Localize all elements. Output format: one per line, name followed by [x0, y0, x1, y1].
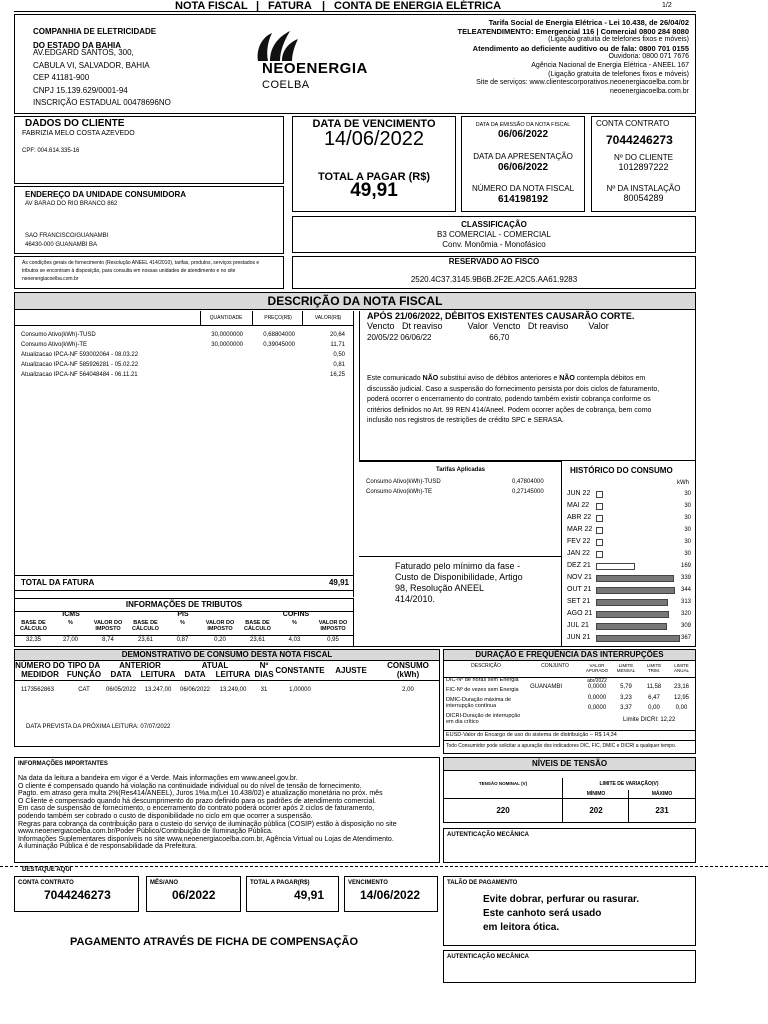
historico-month-label: ABR 22 — [567, 514, 592, 521]
stub-vencimento-label: VENCIMENTO — [348, 880, 388, 886]
col-div-2 — [252, 311, 253, 325]
info-line: www.neoenergiacoelba.com.br/Poder Público/Contribuição de Iluminação Pública. — [18, 828, 273, 836]
company-addr-3: CEP 41181-900 — [33, 73, 90, 82]
classif-line-1: B3 COMERCIAL - COMERCIAL — [437, 230, 551, 239]
item-desc: Atualizacao IPCA-NF 564048484 - 06.11.21 — [21, 372, 138, 378]
tarifas-title: Tarifas Aplicadas — [435, 467, 486, 473]
tensao-nominal-label: TENSÃO NOMINAL (V) — [478, 781, 528, 786]
total-fatura-label: TOTAL DA FATURA — [21, 578, 95, 587]
tributo-value: 23,61 — [137, 637, 153, 643]
address-street: AV BARAO DO RIO BRANCO 862 — [25, 201, 118, 207]
pis-label: PIS — [177, 611, 189, 618]
col-data-2: DATA — [184, 670, 206, 679]
contact-teleatendimento: TELEATENDIMENTO: Emergencial 116 | Comercial 0800 284 8080 — [457, 26, 689, 36]
info-line: Regras para cobrança da contribuição para o custeio do serviço de iluminação pública (COSIP) estão à disposição no site — [18, 820, 397, 828]
destaque-aqui: DESTAQUE AQUI — [22, 867, 72, 873]
historico-month-label: DEZ 21 — [567, 562, 591, 569]
total-line-bottom — [15, 590, 354, 591]
nf-number: 614198192 — [497, 194, 549, 205]
int-h-trim: LIMITE TRIM. — [646, 663, 662, 673]
talao-warning-3: em leitora ótica. — [483, 922, 560, 933]
interrup-title: DURAÇÃO E FREQUÊNCIA DAS INTERRUPÇÕES — [444, 650, 695, 660]
tarifa-value-1: 0,47804000 — [512, 479, 544, 485]
int-eusd: EUSD-Valor do Encargo de uso do sistema de distribuição – R$ 14,34 — [446, 732, 617, 738]
item-qty: 30,0000000 — [211, 332, 243, 338]
item-desc: Consumo Ativo(kWh)-TE — [21, 342, 88, 348]
info-line: O cliente é compensado quando há violação na continuidade individual ou do nível de tensão de fornecimento. — [18, 782, 362, 790]
historico-month-label: NOV 21 — [567, 574, 592, 581]
item-row — [21, 330, 349, 340]
pagamento-ficha: PAGAMENTO ATRAVÉS DE FICHA DE COMPENSAÇÃO — [70, 936, 359, 948]
company-addr-2: CABULA VI, SALVADOR, BAHIA — [33, 60, 150, 70]
stub-contract-label: CONTA CONTRATO — [18, 880, 74, 886]
faturado-text: Faturado pelo mínimo da fase - Custo de Disponibilidade, Artigo 98, Resolução ANEEL 414/2010. — [395, 561, 523, 604]
tensao-min: 202 — [589, 806, 603, 815]
int-fic-mensal: 3,23 — [620, 695, 632, 701]
col-medidor: NÚMERO DO MEDIDOR — [15, 661, 65, 679]
item-row — [21, 370, 349, 380]
historico-value: 320 — [680, 611, 691, 617]
int-h-conj: CONJUNTO — [541, 663, 569, 669]
col-quantidade: QUANTIDADE — [209, 315, 243, 321]
brand-logo: NEOENERGIA — [262, 60, 368, 77]
item-desc: Atualizacao IPCA-NF 593002064 - 08.03.22 — [21, 352, 139, 358]
tributo-header: % — [68, 620, 73, 626]
data-anterior-value: 06/05/2022 — [105, 687, 137, 693]
info-line: O Cliente é compensado quando há descumprimento do prazo definido para os padrões de atendimento comercial. — [18, 797, 376, 805]
tributo-header: % — [180, 620, 185, 626]
stub-contract: 7044246273 — [44, 888, 111, 902]
historico-bar — [596, 527, 603, 534]
leitura-anterior-value: 13.247,00 — [144, 687, 172, 693]
leitura-atual-value: 13.249,00 — [219, 687, 247, 693]
info-line: podendo também ser cobrado o custo de disponibilidade no ciclo em que ocorrer a suspensão. — [18, 812, 313, 820]
total-value: 49,91 — [350, 180, 398, 201]
col-leitura-1: LEITURA — [140, 670, 176, 679]
constante-value: 1,00000 — [289, 687, 311, 693]
historico-value: 30 — [684, 527, 691, 533]
notice-p1: Este comunicado — [367, 375, 421, 382]
historico-month-label: JAN 22 — [567, 550, 590, 557]
consumo-title: DEMONSTRATIVO DE CONSUMO DESTA NOTA FISCAL — [15, 650, 439, 660]
tributo-header: % — [292, 620, 297, 626]
tarifa-value-2: 0,27145000 — [512, 489, 544, 495]
talao-warning — [483, 893, 639, 935]
historico-month-label: OUT 21 — [567, 586, 592, 593]
tarifa-desc-2: Consumo Ativo(kWh)-TE — [366, 489, 433, 495]
tributo-value: 0,87 — [176, 637, 189, 643]
int-row-dmic: DMIC-Duração máxima de interrupção contínua — [446, 697, 512, 709]
col-data-1: DATA — [110, 670, 132, 679]
item-row — [21, 340, 349, 350]
item-value: 0,81 — [333, 362, 345, 368]
historico-month-label: JUN 21 — [567, 634, 591, 641]
tributo-header: BASE DE CÁLCULO — [20, 620, 47, 632]
historico-bar — [596, 515, 603, 522]
tributo-header: VALOR DO IMPOSTO — [318, 620, 348, 632]
historico-value: 169 — [680, 563, 691, 569]
fisco-label: RESERVADO AO FISCO — [448, 257, 540, 266]
col-consumo-kwh: CONSUMO (kWh) — [387, 661, 429, 679]
company-addr-1: AV.EDGARD SANTOS, 300, — [33, 48, 134, 57]
address-title: ENDEREÇO DA UNIDADE CONSUMIDORA — [25, 190, 187, 199]
historico-bar — [596, 539, 603, 546]
int-h-anual: LIMITE ANUAL — [673, 663, 689, 673]
int-row-dic: DIC-Nº de horas sem Energia — [446, 677, 519, 683]
items-list — [21, 330, 349, 380]
tributo-value: 27,00 — [62, 637, 78, 643]
tributos-title: INFORMAÇÕES DE TRIBUTOS — [125, 600, 243, 609]
historico-value: 30 — [684, 503, 691, 509]
client-number: 1012897222 — [618, 162, 669, 172]
notice-nao-2: NÃO — [559, 375, 575, 382]
item-price: 0,68804000 — [263, 332, 295, 338]
cut-line — [0, 866, 768, 867]
historico-bar — [596, 611, 669, 618]
contact-ouvidoria: Ouvidoria: 0800 071 7676 — [608, 53, 689, 61]
historico-month-label: AGO 21 — [567, 610, 593, 617]
col-atual: ATUAL — [201, 661, 229, 670]
historico-value: 30 — [684, 539, 691, 545]
tensao-max-label: MÁXIMO — [651, 791, 673, 797]
notice-title: APÓS 21/06/2022, DÉBITOS EXISTENTES CAUSARÃO CORTE. — [367, 311, 635, 321]
tributo-header: BASE DE CÁLCULO — [132, 620, 159, 632]
title-sep: | — [256, 0, 260, 12]
brand-sub: COELBA — [262, 79, 310, 91]
item-price: 0,39045000 — [263, 342, 295, 348]
tensao-line-2 — [444, 798, 695, 799]
fisco-code: 2520.4C37.3145.9B6B.2F2E.A2C5.AA61.9283 — [410, 275, 578, 284]
talao-label: TALÃO DE PAGAMENTO — [447, 880, 518, 886]
presentation-date: 06/06/2022 — [497, 162, 549, 173]
historico-value: 313 — [680, 599, 691, 605]
tributo-value: 0,20 — [214, 637, 226, 643]
company-line-2: DO ESTADO DA BAHIA — [33, 41, 121, 50]
emission-date: 06/06/2022 — [497, 129, 549, 140]
int-dic-anual: 23,16 — [673, 684, 689, 690]
notice-p2: substitui aviso de débitos anteriores e — [440, 375, 558, 382]
historico-value: 339 — [680, 575, 691, 581]
total-label: TOTAL A PAGAR (R$) — [317, 171, 431, 183]
talao-warning-2: Este canhoto será usado — [483, 908, 602, 919]
tensao-line-1 — [444, 770, 695, 771]
int-h-mensal: LIMITE MENSAL — [616, 663, 636, 673]
int-dicri: DICRI-Duração de interrupção em dia crítico — [446, 713, 521, 725]
notice-header: Vencto Dt reaviso Valor Vencto Dt reaviso Valor — [367, 321, 609, 331]
tensao-variacao-label: LIMITE DE VARIAÇÃO(V) — [599, 781, 659, 787]
tributos-values-line — [15, 635, 353, 636]
notice-p3: contempla débitos em discussão judicial. Caso a suspensão do fornecimento persista por dois ciclos de faturamento, poderá ocorrer o encerramento do contrato, podendo também existir cobrança conforme os critérios definidos no Art. 99 REN 414/Aneel. Podem ocorrer ações de cobrança, bem como inclusão nos registros de restrições de crédito SPC e SERASA. — [367, 375, 660, 424]
int-dic-trim: 11,58 — [646, 684, 662, 690]
contact-gratuita: (Ligação gratuita de telefones fixos e móveis) — [548, 36, 689, 44]
tributo-value: 32,35 — [25, 637, 41, 643]
col-dias: Nº DIAS — [254, 661, 274, 679]
company-addr-4: CNPJ 15.139.629/0001-94 — [33, 85, 128, 95]
stub-total: 49,91 — [294, 888, 325, 902]
client-title: DADOS DO CLIENTE — [25, 118, 125, 129]
item-value: 0,50 — [333, 352, 345, 358]
contact-aneel: Agência Nacional de Energia Elétrica - ANEEL 167 — [531, 61, 689, 69]
col-constante: CONSTANTE — [275, 666, 325, 675]
info-title: INFORMAÇÕES IMPORTANTES — [18, 761, 108, 767]
classif-label: CLASSIFICAÇÃO — [461, 220, 527, 229]
conditions-text: As condições gerais de fornecimento (Resolução ANEEL 414/2010), tarifas, produtos, serviços prestados e tributos se encontram à disposição, para consulta em nossas unidades de atendimento e no site neoenergiacoelba.com.br — [22, 260, 260, 282]
company-line-1: COMPANHIA DE ELETRICIDADE — [33, 27, 157, 36]
tributos-grid — [15, 619, 353, 647]
historico-value: 30 — [684, 515, 691, 521]
tarifa-desc-1: Consumo Ativo(kWh)-TUSD — [366, 479, 441, 485]
item-value: 16,25 — [329, 372, 345, 378]
notice-row: 20/05/22 06/06/22 66,70 — [367, 333, 510, 342]
tarifas-box — [359, 461, 562, 556]
info-lines — [18, 775, 438, 851]
consumo-header-line — [15, 680, 439, 681]
int-period: abr/2022 — [587, 678, 607, 684]
historico-bar — [596, 623, 667, 630]
historico-value: 367 — [680, 635, 691, 641]
historico-month-label: JUN 22 — [567, 490, 591, 497]
medidor-value: 1173562863 — [21, 687, 54, 693]
funcao-value: CAT — [78, 687, 90, 693]
info-line: A iluminação Pública é de responsabilidade da Prefeitura. — [18, 843, 198, 851]
historico-value: 30 — [684, 551, 691, 557]
item-value: 20,64 — [329, 332, 345, 338]
company-addr-5: INSCRIÇÃO ESTADUAL 00478696NO — [33, 98, 171, 107]
info-line: Informações Suplementares disponíveis no site www.neoenergiacoelba.com.br, Agência Virtual ou Lojas de Atendimento. — [18, 835, 394, 843]
int-h-desc: DESCRIÇÃO — [471, 663, 501, 669]
notice-text — [367, 374, 667, 427]
int-dicri-limite: Limite DICRI: 12,22 — [623, 717, 676, 723]
item-qty: 30,0000000 — [211, 342, 243, 348]
info-line: Na data da leitura a bandeira em vigor é a Verde. Mais informações em www.aneel.gov.br. — [18, 775, 298, 782]
client-name: FABRIZIA MELO COSTA AZEVEDO — [22, 130, 135, 137]
tributo-value: 0,95 — [327, 637, 339, 643]
historico-unit: kWh — [677, 480, 689, 486]
historico-month-label: JUL 21 — [567, 622, 589, 629]
col-div-3 — [302, 311, 303, 325]
tensao-div-1 — [562, 778, 563, 823]
stub-mes: 06/2022 — [172, 888, 216, 902]
historico-month-label: MAI 22 — [567, 502, 590, 509]
col-leitura-2: LEITURA — [215, 670, 251, 679]
tensao-title: NÍVEIS DE TENSÃO — [444, 758, 695, 770]
int-conjunto: GUANAMBI — [530, 684, 563, 690]
due-date: 14/06/2022 — [323, 128, 425, 150]
emission-label: DATA DA EMISSÃO DA NOTA FISCAL — [475, 122, 571, 128]
int-dmic-anual: 0,00 — [675, 705, 688, 711]
int-dic-apurado: 0,0000 — [587, 684, 607, 690]
historico-month-label: FEV 22 — [567, 538, 591, 545]
item-value: 11,71 — [330, 342, 345, 348]
contact-site[interactable]: Site de serviços: www.clientescorporativos.neoenergiacoelba.com.br — [476, 79, 689, 87]
int-h-apurado: VALOR APURADO — [585, 663, 609, 673]
contact-site-2[interactable]: neoenergiacoelba.com.br — [610, 87, 689, 95]
historico-bar — [596, 551, 603, 558]
int-eusd-line — [444, 730, 695, 731]
data-atual-value: 06/06/2022 — [179, 687, 211, 693]
historico-bar — [596, 491, 603, 498]
tensao-nominal: 220 — [496, 806, 510, 815]
title-conta: CONTA DE ENERGIA ELÉTRICA — [334, 0, 502, 12]
contact-tarifa: Tarifa Social de Energia Elétrica - Lei 10.438, de 26/04/02 — [488, 18, 689, 27]
proxima-leitura: DATA PREVISTA DA PRÓXIMA LEITURA: 07/07/2022 — [26, 724, 171, 730]
tributo-header: VALOR DO IMPOSTO — [205, 620, 235, 632]
historico-bar — [596, 563, 635, 570]
address-city: SAO FRANCISCO/GUANAMBI — [25, 233, 109, 239]
due-label: DATA DE VENCIMENTO — [312, 118, 436, 130]
company-address — [33, 47, 171, 110]
int-fic-anual: 12,95 — [673, 695, 689, 701]
item-row — [21, 350, 349, 360]
autenticacao-label: AUTENTICAÇÃO MECÂNICA — [447, 832, 529, 838]
info-line: Em caso de suspensão de fornecimento, o encerramento do contrato poderá ocorrer após 2 ciclos de faturamento, — [18, 805, 375, 813]
int-dmic-apurado: 0,0000 — [587, 705, 607, 711]
tributo-header: BASE DE CÁLCULO — [244, 620, 271, 632]
items-header-line — [15, 325, 354, 326]
int-fic-trim: 6,47 — [648, 695, 660, 701]
address-cep: 46430-000 GUANAMBI BA — [25, 242, 98, 248]
col-funcao: TIPO DA FUNÇÃO — [66, 661, 102, 679]
int-dic-mensal: 5,79 — [620, 684, 632, 690]
tributo-value: 4,03 — [288, 637, 301, 643]
col-anterior: ANTERIOR — [119, 661, 161, 670]
historico-bar — [596, 599, 668, 606]
icms-label: ICMS — [62, 611, 80, 618]
total-line-top — [15, 575, 354, 576]
item-desc: Atualizacao IPCA-NF 585926281 - 05.02.22 — [21, 362, 139, 368]
historico-value: 309 — [680, 623, 691, 629]
historico-value: 30 — [684, 491, 691, 497]
dias-value: 31 — [260, 687, 268, 693]
int-dmic-mensal: 3,37 — [620, 705, 632, 711]
title-fatura: FATURA — [268, 0, 312, 12]
contact-gratuita-2: (Ligação gratuita de telefones fixos e móveis) — [548, 70, 689, 78]
historico-value: 344 — [680, 587, 691, 593]
info-line: Pagto. em atraso gera multa 2%(Res414/ANEEL), Juros 1%a.m(Lei 10.438/02) e atualização monetária no próx. mês — [18, 790, 383, 798]
stub-autenticacao-label: AUTENTICAÇÃO MECÂNICA — [447, 954, 529, 960]
presentation-label: DATA DA APRESENTAÇÃO — [473, 152, 573, 161]
interrup-title-line — [444, 660, 695, 661]
installation-label: Nº DA INSTALAÇÃO — [606, 184, 681, 193]
client-cpf: CPF: 004.614.335-16 — [22, 148, 80, 154]
stub-total-label: TOTAL A PAGAR(R$) — [250, 880, 310, 886]
contract-label: CONTA CONTRATO — [596, 119, 670, 128]
col-valor: VALOR(R$) — [314, 315, 342, 321]
total-fatura-value: 49,91 — [328, 578, 349, 587]
item-row — [21, 360, 349, 370]
cofins-label: COFINS — [282, 611, 310, 618]
installation-number: 80054289 — [623, 193, 664, 203]
classif-line-2: Conv. Monômia - Monofásico — [442, 240, 546, 249]
title-sep-2: | — [322, 0, 326, 12]
int-todo-line — [444, 740, 695, 741]
stub-mes-label: MÊS/ANO — [150, 880, 179, 886]
tributo-value: 23,61 — [249, 637, 265, 643]
contact-block — [289, 19, 689, 96]
int-dmic-trim: 0,00 — [648, 705, 660, 711]
int-row-fic: FIC-Nº de vezes sem Energia — [446, 687, 519, 693]
historico-month-label: MAR 22 — [567, 526, 593, 533]
notice-nao-1: NÃO — [422, 375, 439, 382]
tensao-max: 231 — [655, 806, 669, 815]
int-todo: Todo Consumidor pode solicitar a apuração dos indicadores DIC, FIC, DMIC e DICRI a qualquer tempo. — [446, 743, 677, 749]
item-desc: Consumo Ativo(kWh)-TUSD — [21, 332, 96, 338]
tensao-min-label: MÍNIMO — [586, 791, 606, 797]
historico-title: HISTÓRICO DO CONSUMO — [570, 466, 673, 475]
description-title: DESCRIÇÃO DA NOTA FISCAL — [15, 293, 695, 310]
tributo-value: 8,74 — [102, 637, 114, 643]
consumo-kwh-value: 2,00 — [402, 687, 414, 693]
title-nota: NOTA FISCAL — [175, 0, 248, 12]
talao-warning-1: Evite dobrar, perfurar ou rasurar. — [483, 894, 640, 905]
contract-number: 7044246273 — [606, 133, 673, 147]
historico-bar — [596, 503, 603, 510]
col-ajuste: AJUSTE — [335, 666, 367, 675]
stub-vencimento: 14/06/2022 — [360, 888, 421, 902]
tributo-header: VALOR DO IMPOSTO — [93, 620, 123, 632]
int-fic-apurado: 0,0000 — [587, 695, 607, 701]
client-number-label: Nº DO CLIENTE — [614, 153, 673, 162]
historico-chart — [563, 490, 695, 646]
nf-number-label: NÚMERO DA NOTA FISCAL — [471, 184, 575, 193]
col-preco: PREÇO(R$) — [264, 315, 292, 321]
contact-deficiente: Atendimento ao deficiente auditivo ou de fala: 0800 701 0155 — [472, 43, 689, 53]
page-number: 1/2 — [662, 2, 672, 9]
historico-month-label: SET 21 — [567, 598, 591, 605]
col-div-1 — [200, 311, 201, 325]
